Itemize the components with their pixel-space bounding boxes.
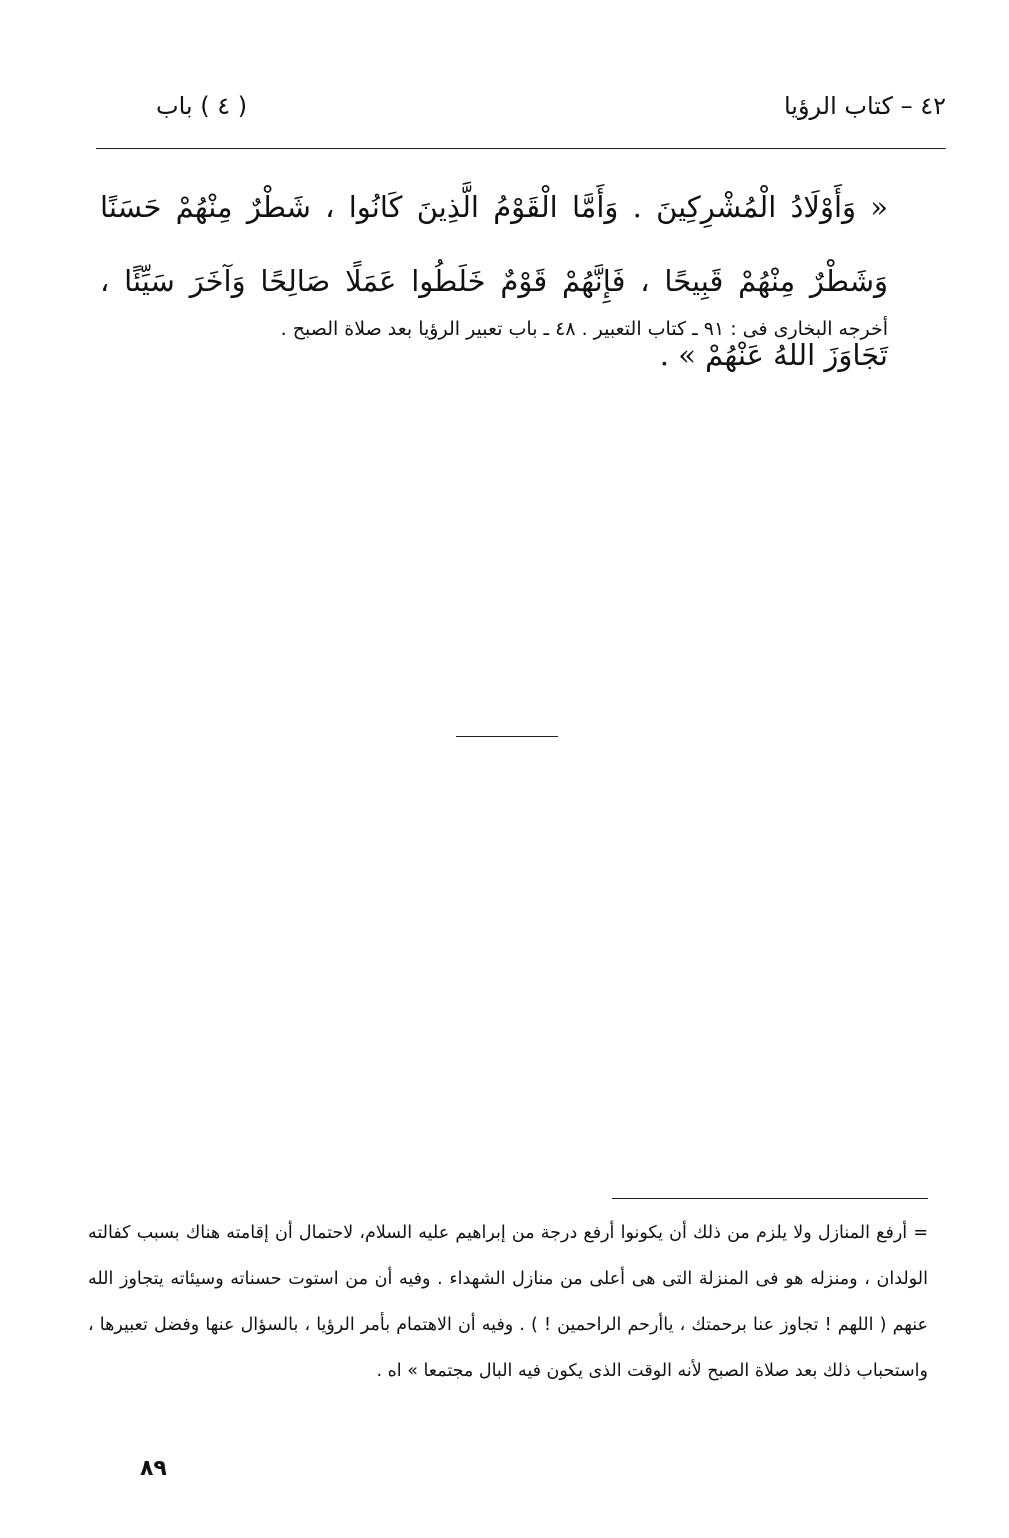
source-reference: أخرجه البخارى فى : ٩١ ـ كتاب التعبير . ٤٨ ـ باب تعبير الرؤيا بعد صلاة الصبح . <box>280 318 888 340</box>
hadith-text <box>100 170 888 392</box>
footnote <box>88 1210 928 1394</box>
section-separator <box>456 736 558 737</box>
header-divider <box>96 148 946 149</box>
footnote-paragraph: = أرفع المنازل ولا يلزم من ذلك أن يكونوا أرفع درجة من إبراهيم عليه السلام، لاحتمال أن إقامته هناك بسبب كفالته الولدان ، ومنزله هو فى المنزلة التى هى أعلى من منازل الشهداء . وفيه أن من استوت حسناته وسيئاته يتجاوز الله عنهم ( اللهم ! تجاوز عنا برحمتك ، ياأرحم الراحمين ! ) . وفيه أن الاهتمام بأمر الرؤيا ، بالسؤال عنها وفضل تعبيرها ، واستحباب ذلك بعد صلاة الصبح لأنه الوقت الذى يكون فيه البال مجتمعا » اه . <box>88 1223 928 1381</box>
section-number: ( ٤ ) باب <box>156 92 248 120</box>
page-number: ٨٩ <box>140 1456 167 1481</box>
hadith-paragraph: « وَأَوْلَادُ الْمُشْرِكِينَ . وَأَمَّا الْقَوْمُ الَّذِينَ كَانُوا ، شَطْرٌ مِنْهُمْ حَسَنًا وَشَطْرٌ مِنْهُمْ قَبِيحًا ، فَإِنَّهُمْ قَوْمٌ خَلَطُوا عَمَلًا صَالِحًا وَآخَرَ سَيِّئًا ، تَجَاوَزَ اللهُ عَنْهُمْ » . <box>100 190 888 372</box>
footnote-divider <box>612 1198 928 1199</box>
chapter-title: ٤٢ – كتاب الرؤيا <box>783 92 946 120</box>
running-header <box>96 92 946 132</box>
